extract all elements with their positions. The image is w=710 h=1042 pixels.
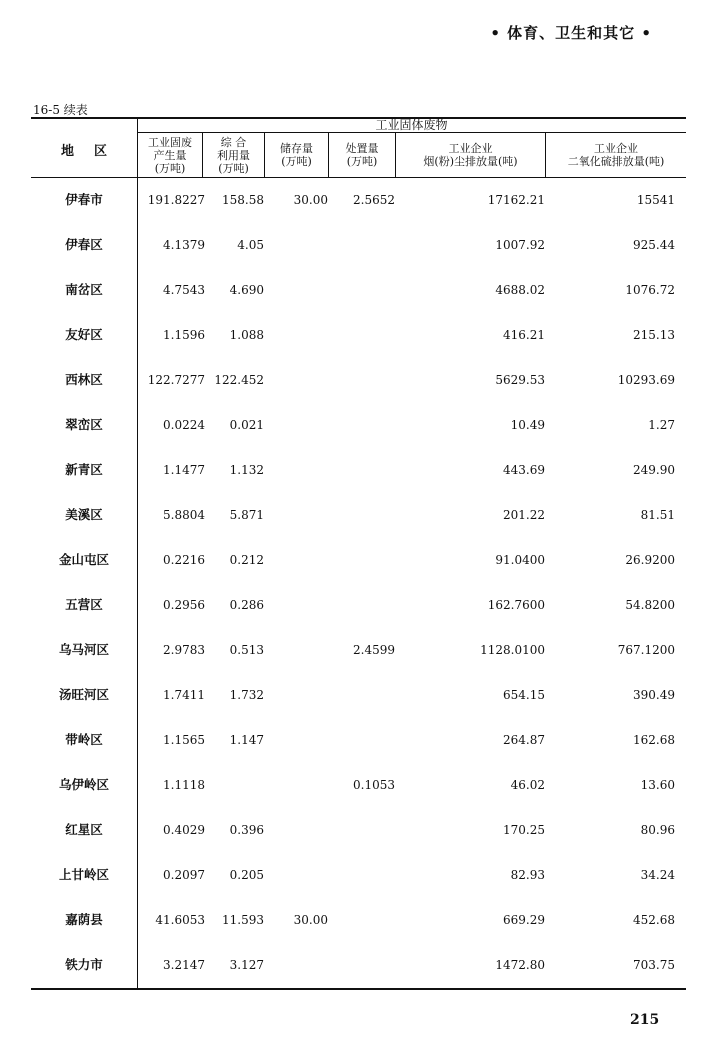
so2-emission-value: 54.8200 — [625, 598, 675, 612]
so2-emission-value: 162.68 — [633, 733, 675, 747]
dust-emission-value: 17162.21 — [487, 193, 545, 207]
table-row — [31, 775, 686, 795]
table-row — [31, 955, 686, 975]
generated-value: 0.0224 — [163, 418, 205, 432]
dust-emission-value: 201.22 — [503, 508, 545, 522]
table-row — [31, 505, 686, 525]
table-row — [31, 910, 686, 930]
generated-value: 1.1477 — [163, 463, 205, 477]
dust-emission-value: 416.21 — [503, 328, 545, 342]
dust-emission-value: 1007.92 — [495, 238, 545, 252]
table-row — [31, 460, 686, 480]
region-name: 五营区 — [65, 597, 103, 612]
table-row — [31, 415, 686, 435]
dust-emission-value: 443.69 — [503, 463, 545, 477]
so2-emission-value: 1076.72 — [625, 283, 675, 297]
generated-value: 41.6053 — [155, 913, 205, 927]
so2-emission-value: 10293.69 — [617, 373, 675, 387]
group-header: 工业固体废物 — [375, 118, 448, 132]
disposed-value: 2.4599 — [353, 643, 395, 657]
utilized-value: 5.871 — [229, 508, 264, 522]
so2-emission-value: 249.90 — [633, 463, 675, 477]
region-name: 金山屯区 — [58, 552, 109, 567]
utilized-value: 0.212 — [229, 553, 264, 567]
col-header-utilized: 综 合 利用量 (万吨) — [217, 136, 250, 175]
utilized-value: 0.286 — [229, 598, 264, 612]
stored-value: 30.00 — [293, 913, 328, 927]
region-name: 上甘岭区 — [58, 867, 109, 882]
table-row — [31, 550, 686, 570]
generated-value: 191.8227 — [147, 193, 205, 207]
region-name: 伊春市 — [65, 192, 103, 207]
utilized-value: 0.021 — [229, 418, 264, 432]
section-title: • 体育、卫生和其它 • — [490, 24, 652, 42]
utilized-value: 1.147 — [229, 733, 264, 747]
utilized-value: 1.732 — [229, 688, 264, 702]
dust-emission-value: 5629.53 — [495, 373, 545, 387]
so2-emission-value: 13.60 — [640, 778, 675, 792]
region-name: 乌伊岭区 — [58, 777, 109, 792]
region-name: 铁力市 — [65, 957, 103, 972]
so2-emission-value: 215.13 — [633, 328, 675, 342]
dust-emission-value: 1472.80 — [495, 958, 545, 972]
table-row — [31, 280, 686, 300]
table-row — [31, 640, 686, 660]
col-header-dust-emission: 工业企业 烟(粉)尘排放量(吨) — [423, 142, 518, 168]
table-label: 16-5 续表 — [33, 103, 88, 117]
region-name: 乌马河区 — [58, 642, 109, 657]
utilized-value: 0.513 — [229, 643, 264, 657]
col-header-stored: 储存量 (万吨) — [280, 142, 313, 168]
utilized-value: 158.58 — [222, 193, 264, 207]
region-name: 友好区 — [65, 327, 103, 342]
dust-emission-value: 162.7600 — [487, 598, 545, 612]
dust-emission-value: 82.93 — [510, 868, 545, 882]
region-name: 美溪区 — [65, 507, 103, 522]
dust-emission-value: 10.49 — [510, 418, 545, 432]
so2-emission-value: 452.68 — [633, 913, 675, 927]
generated-value: 1.1118 — [163, 778, 205, 792]
table-row — [31, 685, 686, 705]
utilized-value: 4.05 — [237, 238, 264, 252]
so2-emission-value: 26.9200 — [625, 553, 675, 567]
so2-emission-value: 703.75 — [633, 958, 675, 972]
disposed-value: 2.5652 — [353, 193, 395, 207]
table-row — [31, 865, 686, 885]
region-column-header: 地区 — [60, 144, 127, 159]
so2-emission-value: 15541 — [636, 193, 675, 207]
dust-emission-value: 669.29 — [503, 913, 545, 927]
table-row — [31, 730, 686, 750]
utilized-value: 1.132 — [229, 463, 264, 477]
so2-emission-value: 767.1200 — [617, 643, 675, 657]
region-name: 红星区 — [65, 822, 103, 837]
utilized-value: 1.088 — [229, 328, 264, 342]
utilized-value: 4.690 — [229, 283, 264, 297]
region-name: 新青区 — [65, 462, 103, 477]
generated-value: 4.7543 — [163, 283, 205, 297]
generated-value: 2.9783 — [163, 643, 205, 657]
dust-emission-value: 264.87 — [503, 733, 545, 747]
generated-value: 1.7411 — [163, 688, 205, 702]
generated-value: 0.2097 — [163, 868, 205, 882]
table-row — [31, 820, 686, 840]
utilized-value: 0.205 — [229, 868, 264, 882]
generated-value: 3.2147 — [163, 958, 205, 972]
region-name: 嘉荫县 — [65, 912, 103, 927]
so2-emission-value: 34.24 — [640, 868, 675, 882]
generated-value: 0.4029 — [163, 823, 205, 837]
region-name: 带岭区 — [65, 732, 103, 747]
dust-emission-value: 654.15 — [503, 688, 545, 702]
generated-value: 4.1379 — [163, 238, 205, 252]
table-bottom-rule — [31, 988, 686, 990]
utilized-value: 3.127 — [229, 958, 264, 972]
so2-emission-value: 1.27 — [648, 418, 675, 432]
generated-value: 5.8804 — [163, 508, 205, 522]
dust-emission-value: 91.0400 — [495, 553, 545, 567]
region-name: 西林区 — [65, 372, 103, 387]
generated-value: 1.1565 — [163, 733, 205, 747]
utilized-value: 0.396 — [229, 823, 264, 837]
generated-value: 0.2216 — [163, 553, 205, 567]
page-number: 215 — [630, 1012, 660, 1028]
dust-emission-value: 170.25 — [503, 823, 545, 837]
table-row — [31, 370, 686, 390]
table-row — [31, 595, 686, 615]
table-row — [31, 235, 686, 255]
region-name: 南岔区 — [65, 282, 103, 297]
stored-value: 30.00 — [293, 193, 328, 207]
so2-emission-value: 80.96 — [640, 823, 675, 837]
utilized-value: 11.593 — [222, 913, 264, 927]
generated-value: 0.2956 — [163, 598, 205, 612]
so2-emission-value: 925.44 — [633, 238, 675, 252]
group-header-rule — [137, 132, 686, 133]
col-header-so2-emission: 工业企业 二氧化硫排放量(吨) — [567, 142, 665, 168]
so2-emission-value: 81.51 — [640, 508, 675, 522]
region-name: 汤旺河区 — [58, 687, 109, 702]
header-bottom-rule — [31, 177, 686, 178]
generated-value: 122.7277 — [147, 373, 205, 387]
col-header-disposed: 处置量 (万吨) — [345, 142, 379, 168]
table-row — [31, 325, 686, 345]
table-row — [31, 190, 686, 210]
dust-emission-value: 1128.0100 — [480, 643, 545, 657]
disposed-value: 0.1053 — [353, 778, 395, 792]
col-header-generated: 工业固废 产生量 (万吨) — [148, 136, 192, 175]
region-name: 翠峦区 — [65, 417, 103, 432]
utilized-value: 122.452 — [214, 373, 264, 387]
dust-emission-value: 4688.02 — [495, 283, 545, 297]
region-name: 伊春区 — [65, 237, 103, 252]
so2-emission-value: 390.49 — [633, 688, 675, 702]
dust-emission-value: 46.02 — [510, 778, 545, 792]
generated-value: 1.1596 — [163, 328, 205, 342]
